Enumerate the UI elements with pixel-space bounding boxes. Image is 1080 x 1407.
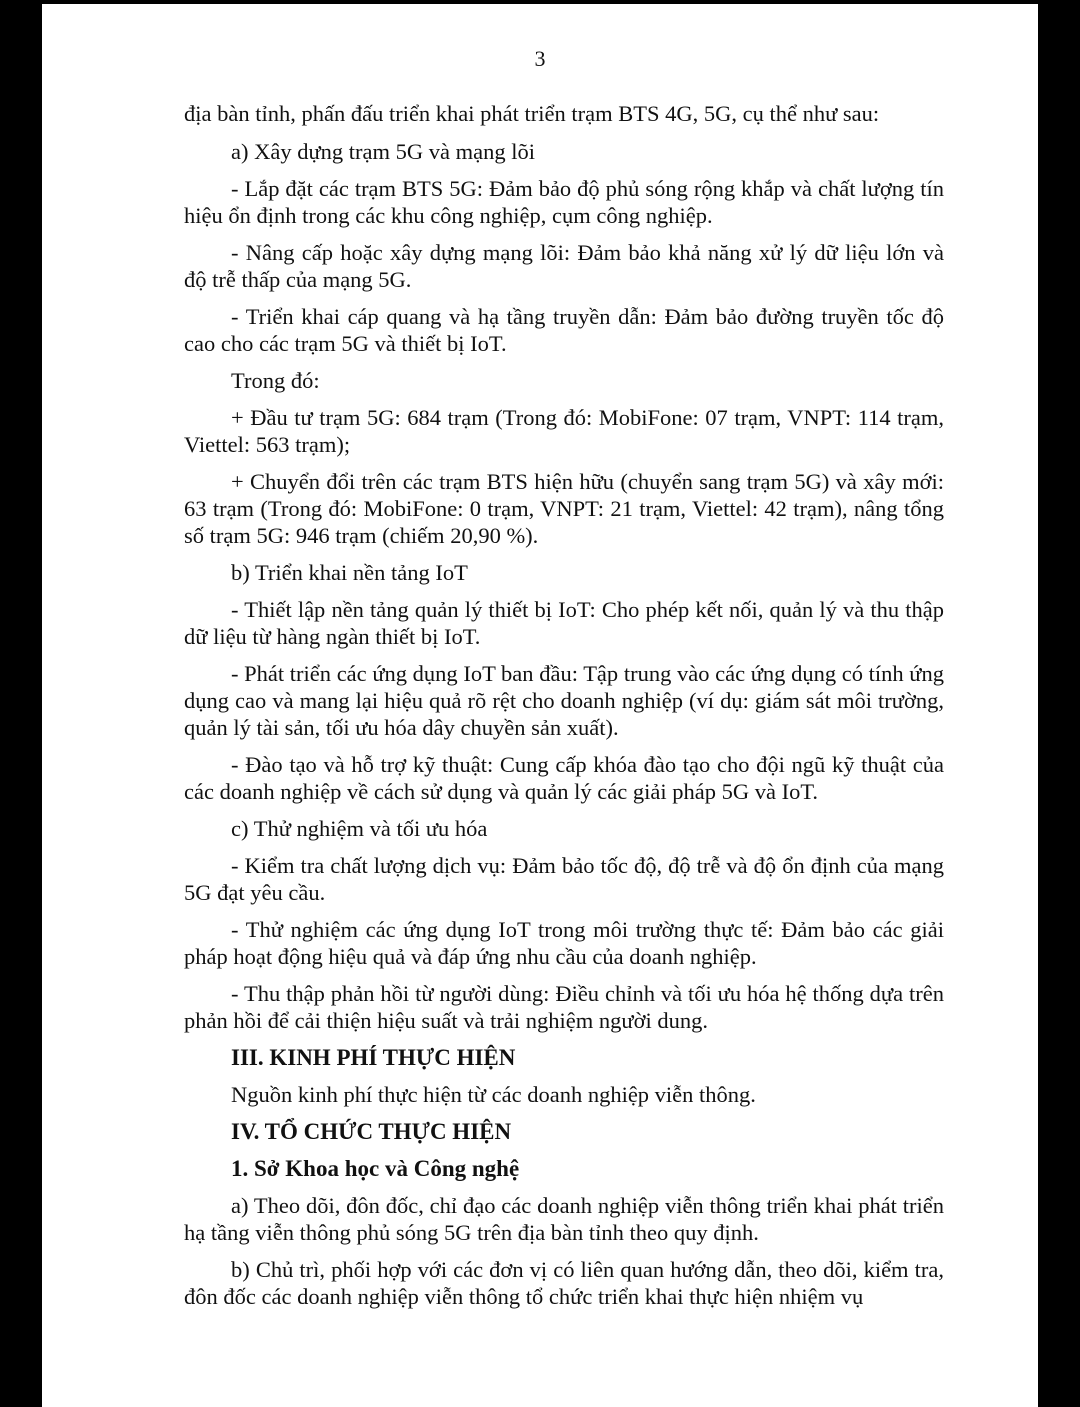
paragraph-funding: Nguồn kinh phí thực hiện từ các doanh nghiệp viễn thông. — [231, 1082, 756, 1107]
heading-organization: IV. TỔ CHỨC THỰC HIỆN — [231, 1119, 512, 1144]
paragraph-iot-testing: - Thử nghiệm các ứng dụng IoT trong môi trường thực tế: Đảm bảo các giải pháp hoạt động hiệu quả và đáp ứng nhu cầu của doanh nghiệp. — [184, 917, 944, 969]
page-number: 3 — [534, 46, 546, 71]
paragraph-in-which: Trong đó: — [231, 368, 320, 393]
paragraph-iot-platform: - Thiết lập nền tảng quản lý thiết bị IoT: Cho phép kết nối, quản lý và thu thập dữ liệu từ hàng ngàn thiết bị IoT. — [184, 597, 944, 649]
heading-department: 1. Sở Khoa học và Công nghệ — [231, 1156, 520, 1181]
heading-funding: III. KINH PHÍ THỰC HIỆN — [231, 1045, 516, 1070]
paragraph-bts-install: - Lắp đặt các trạm BTS 5G: Đảm bảo độ phủ sóng rộng khắp và chất lượng tín hiệu ổn định trong các khu công nghiệp, cụm công nghiệp. — [184, 176, 944, 228]
paragraph-investment: + Đầu tư trạm 5G: 684 trạm (Trong đó: MobiFone: 07 trạm, VNPT: 114 trạm, Viettel: 563 trạm); — [184, 405, 944, 457]
paragraph-section-c: c) Thử nghiệm và tối ưu hóa — [231, 816, 488, 841]
paragraph-section-b: b) Triển khai nền tảng IoT — [231, 560, 468, 585]
paragraph-training: - Đào tạo và hỗ trợ kỹ thuật: Cung cấp khóa đào tạo cho đội ngũ kỹ thuật của các doanh nghiệp về cách sử dụng và quản lý các giải pháp 5G và IoT. — [184, 752, 944, 804]
paragraph-dept-b: b) Chủ trì, phối hợp với các đơn vị có liên quan hướng dẫn, theo dõi, kiểm tra, đôn đốc các doanh nghiệp viễn thông tổ chức triển khai thực hiện nhiệm vụ — [184, 1257, 944, 1309]
paragraph-dept-a: a) Theo dõi, đôn đốc, chỉ đạo các doanh nghiệp viễn thông triển khai phát triển hạ tầng viễn thông phủ sóng 5G trên địa bàn tỉnh theo quy định. — [184, 1193, 944, 1245]
paragraph-intro: địa bàn tỉnh, phấn đấu triển khai phát triển trạm BTS 4G, 5G, cụ thể như sau: — [184, 101, 880, 126]
document-page — [42, 4, 1038, 1407]
paragraph-section-a: a) Xây dựng trạm 5G và mạng lõi — [231, 139, 535, 164]
document-body — [184, 100, 944, 1320]
paragraph-fiber: - Triển khai cáp quang và hạ tầng truyền dẫn: Đảm bảo đường truyền tốc độ cao cho các trạm 5G và thiết bị IoT. — [184, 304, 944, 356]
paragraph-feedback: - Thu thập phản hồi từ người dùng: Điều chỉnh và tối ưu hóa hệ thống dựa trên phản hồi để cải thiện hiệu suất và trải nghiệm người dung. — [184, 981, 944, 1033]
paragraph-quality-check: - Kiểm tra chất lượng dịch vụ: Đảm bảo tốc độ, độ trễ và độ ổn định của mạng 5G đạt yêu cầu. — [184, 853, 944, 905]
paragraph-conversion: + Chuyển đổi trên các trạm BTS hiện hữu (chuyển sang trạm 5G) và xây mới: 63 trạm (Trong đó: MobiFone: 0 trạm, VNPT: 21 trạm, Viettel: 42 trạm), nâng tổng số trạm 5G: 946 trạm (chiếm 20,90 %). — [184, 469, 944, 548]
paragraph-core-network: - Nâng cấp hoặc xây dựng mạng lõi: Đảm bảo khả năng xử lý dữ liệu lớn và độ trễ thấp của mạng 5G. — [184, 240, 944, 292]
paragraph-iot-apps: - Phát triển các ứng dụng IoT ban đầu: Tập trung vào các ứng dụng có tính ứng dụng cao và mang lại hiệu quả rõ rệt cho doanh nghiệp (ví dụ: giám sát môi trường, quản lý tài sản, tối ưu hóa dây chuyền sản xuất). — [184, 661, 944, 740]
